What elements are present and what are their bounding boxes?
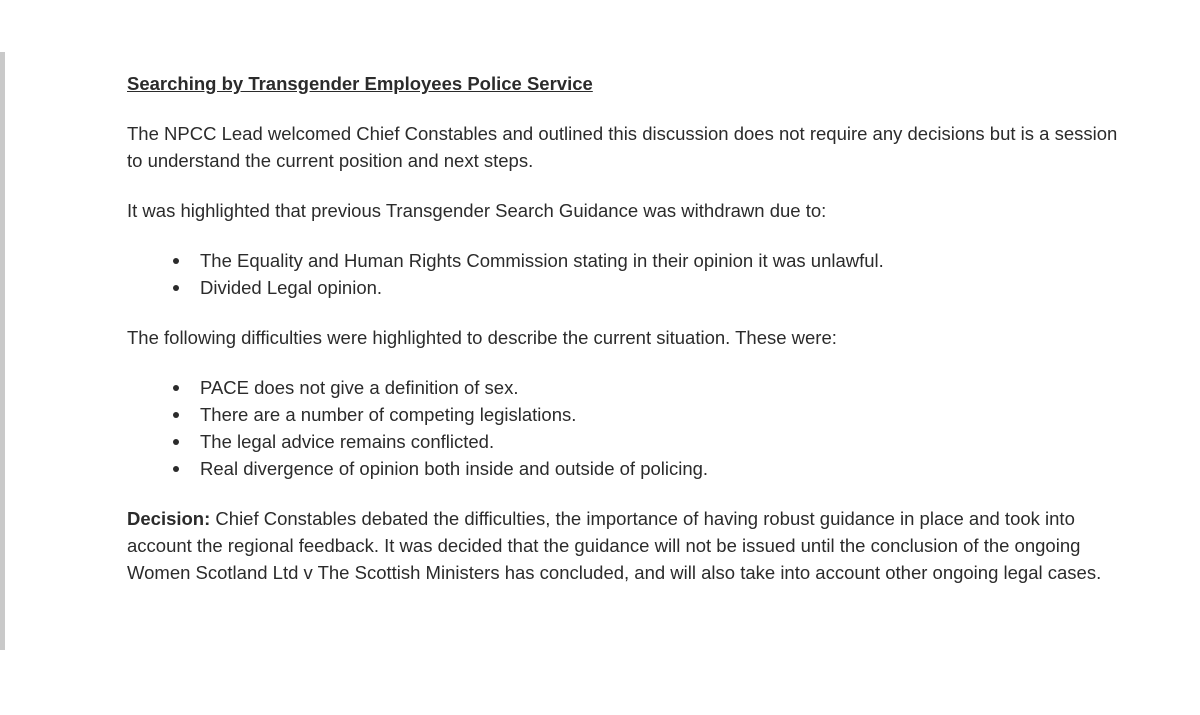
- list-item-text: The Equality and Human Rights Commission stating in their opinion it was unlawful.: [200, 250, 884, 271]
- bullet-icon: [173, 285, 179, 291]
- list-item-text: Divided Legal opinion.: [200, 277, 383, 298]
- bullet-icon: [173, 385, 179, 391]
- list-item-text: The legal advice remains conflicted.: [200, 431, 495, 452]
- bullet-icon: [173, 466, 179, 472]
- withdrawal-reasons-list: [127, 247, 1127, 301]
- withdrawal-lead-paragraph: It was highlighted that previous Transgender Search Guidance was withdrawn due to:: [127, 200, 827, 221]
- decision-paragraph: [127, 505, 1127, 586]
- document-heading: Searching by Transgender Employees Police Service: [127, 73, 593, 94]
- page-edge: [0, 52, 5, 650]
- bullet-icon: [173, 258, 179, 264]
- list-item: [127, 274, 1127, 301]
- bullet-icon: [173, 439, 179, 445]
- bullet-icon: [173, 412, 179, 418]
- document-body: [127, 70, 1127, 609]
- decision-label: Decision:: [127, 508, 211, 529]
- list-item-text: There are a number of competing legislations.: [200, 404, 577, 425]
- list-item: [127, 374, 1127, 401]
- difficulties-list: [127, 374, 1127, 482]
- list-item: [127, 247, 1127, 274]
- intro-paragraph: The NPCC Lead welcomed Chief Constables and outlined this discussion does not require any decisions but is a session to understand the current position and next steps.: [127, 123, 1118, 171]
- list-item-text: Real divergence of opinion both inside and outside of policing.: [200, 458, 709, 479]
- decision-text: Chief Constables debated the difficulties, the importance of having robust guidance in place and took into account the regional feedback. It was decided that the guidance will not be issued until the conclusion of the ongoing Women Scotland Ltd v The Scottish Ministers has concluded, and will also take into account other ongoing legal cases.: [127, 508, 1102, 583]
- list-item-text: PACE does not give a definition of sex.: [200, 377, 519, 398]
- list-item: [127, 455, 1127, 482]
- difficulties-lead-paragraph: The following difficulties were highlighted to describe the current situation. These were:: [127, 327, 837, 348]
- list-item: [127, 401, 1127, 428]
- list-item: [127, 428, 1127, 455]
